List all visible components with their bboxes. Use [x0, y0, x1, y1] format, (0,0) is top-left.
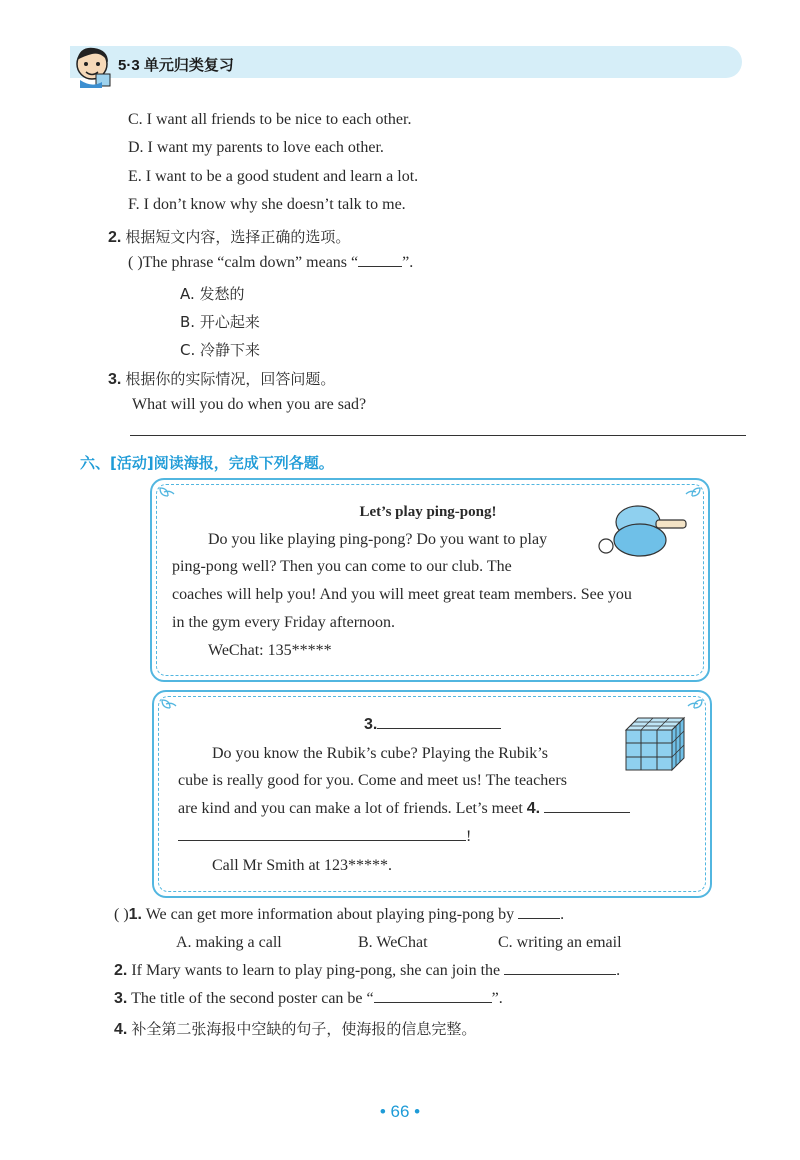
poster-q1-option-c: C. writing an email [498, 934, 622, 951]
poster-2-contact: Call Mr Smith at 123*****. [212, 857, 392, 874]
answer-blank[interactable] [518, 918, 560, 919]
question-2-stem-text: The phrase “calm down” means “ [142, 254, 359, 271]
poster-question-4-text: 补全第二张海报中空缺的句子，使海报的信息完整。 [131, 1020, 477, 1038]
option-c: C. I want all friends to be nice to each other. [128, 111, 412, 128]
answer-line[interactable] [130, 435, 746, 436]
poster-question-1-number: 1. [128, 906, 142, 923]
poster-1-line: ping-pong well? Then you can come to our club. The [172, 558, 512, 575]
poster-question-2-number: 2. [114, 962, 128, 979]
poster-question-3 [114, 990, 503, 1008]
poster-question-1-end: . [560, 906, 565, 923]
poster-question-3-end: ”. [491, 990, 503, 1007]
poster-1-line: in the gym every Friday afternoon. [172, 614, 396, 631]
poster-question-1-text: We can get more information about playing ping-pong by [145, 906, 515, 923]
poster-question-4 [114, 1018, 476, 1039]
option-e: E. I want to be a good student and learn a lot. [128, 168, 419, 185]
question-2-stem [128, 254, 413, 272]
section-6-title: 六、[活动]阅读海报，完成下列各题。 [80, 454, 334, 472]
blank-4-part-2[interactable] [178, 840, 466, 841]
q2-option-b: B. 开心起来 [180, 313, 260, 331]
question-3-heading [108, 368, 335, 389]
question-3-text: What will you do when you are sad? [132, 396, 367, 413]
blank-4-part-1[interactable] [544, 812, 630, 813]
corner-flourish-icon [160, 698, 178, 716]
student-mascot-icon [72, 44, 114, 88]
poster-question-3-number: 3. [114, 990, 128, 1007]
page-number: • 66 • [379, 1102, 421, 1121]
poster-2-line-text: are kind and you can make a lot of friends. Let’s meet [178, 800, 527, 817]
poster-question-1 [114, 906, 564, 924]
question-2-heading [108, 226, 350, 247]
answer-blank[interactable] [358, 266, 402, 267]
poster-1-title: Let’s play ping-pong! [359, 504, 497, 520]
question-3-number: 3. [108, 371, 122, 388]
poster-question-2-text: If Mary wants to learn to play ping-pong, she can join the [131, 962, 501, 979]
header-title: 5·3 单元归类复习 [118, 57, 234, 74]
answer-paren: ( ) [114, 906, 129, 923]
poster-1-line: coaches will help you! And you will meet great team members. See you [172, 586, 632, 603]
corner-flourish-icon [686, 698, 704, 716]
blank-3-number: 3. [364, 716, 378, 733]
poster-2-title [364, 716, 501, 734]
answer-blank[interactable] [504, 974, 616, 975]
poster-2-title-blank[interactable] [377, 728, 501, 729]
question-2-number: 2. [108, 229, 122, 246]
blank-4-number: 4. [526, 800, 541, 817]
blank-4-end: ! [466, 828, 472, 845]
corner-flourish-icon [158, 486, 176, 504]
q2-option-a: A. 发愁的 [180, 285, 245, 303]
question-3-instruction: 根据你的实际情况，回答问题。 [125, 370, 336, 388]
question-2-stem-end: ”. [402, 254, 414, 271]
poster-question-4-number: 4. [114, 1021, 128, 1038]
poster-2-line: cube is really good for you. Come and meet us! The teachers [178, 772, 567, 789]
option-d: D. I want my parents to love each other. [128, 139, 384, 156]
poster-2-blank-line [178, 828, 471, 846]
poster-1-contact: WeChat: 135***** [208, 642, 332, 659]
poster-q1-option-b: B. WeChat [358, 934, 428, 951]
poster-question-3-text: The title of the second poster can be “ [131, 990, 374, 1007]
q2-option-c: C. 冷静下来 [180, 341, 261, 359]
poster-2-line [178, 800, 630, 818]
answer-paren: ( ) [128, 254, 143, 271]
poster-2-line: Do you know the Rubik’s cube? Playing the Rubik’s [212, 745, 548, 762]
rubiks-cube-icon [624, 716, 686, 772]
poster-1-line: Do you like playing ping-pong? Do you want to play [208, 531, 548, 548]
poster-q1-option-a: A. making a call [176, 934, 282, 951]
ping-pong-paddles-icon [594, 500, 690, 562]
question-2-instruction: 根据短文内容，选择正确的选项。 [125, 228, 351, 246]
option-f: F. I don’t know why she doesn’t talk to me. [128, 196, 406, 213]
answer-blank[interactable] [374, 1002, 492, 1003]
poster-question-2-end: . [616, 962, 621, 979]
poster-question-2 [114, 962, 620, 980]
